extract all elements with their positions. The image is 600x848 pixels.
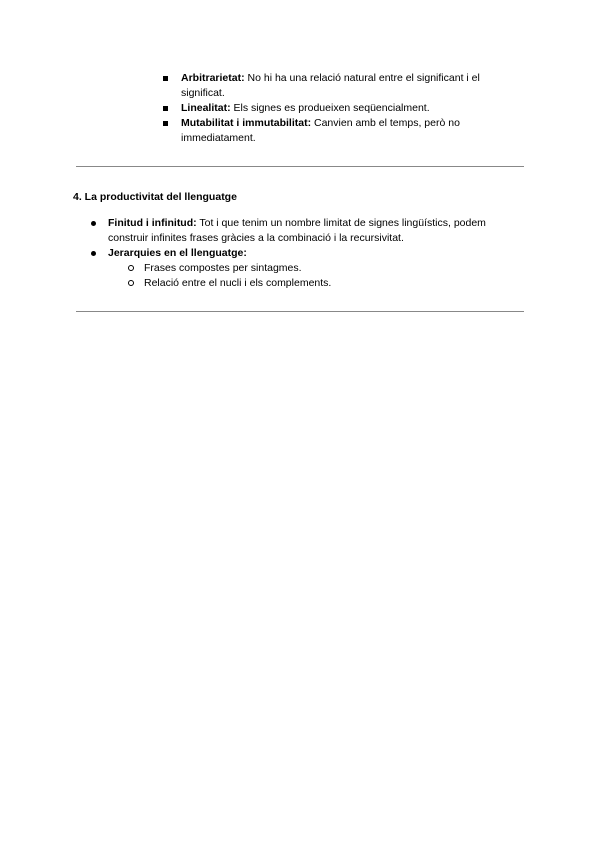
square-bullet-icon <box>163 106 168 111</box>
sub-item-text: Relació entre el nucli i els complements. <box>144 277 332 289</box>
circle-bullet-icon <box>128 280 134 286</box>
section4-list <box>90 216 523 291</box>
circle-bullet-icon <box>128 265 134 271</box>
item-text: Canvien amb el temps, però no immediatament. <box>181 117 460 144</box>
square-bullet-icon <box>163 76 168 81</box>
sub-item-text: Frases compostes per sintagmes. <box>144 262 302 274</box>
sub-list <box>128 261 523 291</box>
horizontal-divider <box>76 166 524 167</box>
disc-bullet-icon <box>91 251 96 256</box>
section-heading: 4. La productivitat del llenguatge <box>73 191 237 203</box>
item-text: Tot i que tenim un nombre limitat de signes lingüístics, podem construir infinites frases gràcies a la combinació i la recursivitat. <box>108 217 486 244</box>
list-item <box>163 116 523 146</box>
disc-bullet-icon <box>91 221 96 226</box>
item-text: No hi ha una relació natural entre el significant i el significat. <box>181 72 480 99</box>
item-term: Arbitrarietat: <box>181 72 245 84</box>
sub-list-item <box>128 276 523 291</box>
list-item <box>163 101 523 116</box>
square-bullet-icon <box>163 121 168 126</box>
properties-list <box>163 71 523 146</box>
sub-list-item <box>128 261 523 276</box>
horizontal-divider <box>76 311 524 312</box>
item-term: Jerarquies en el llenguatge: <box>108 247 247 259</box>
item-term: Linealitat: <box>181 102 231 114</box>
list-item <box>90 246 523 291</box>
list-item <box>163 71 523 101</box>
item-term: Finitud i infinitud: <box>108 217 197 229</box>
item-term: Mutabilitat i immutabilitat: <box>181 117 312 129</box>
item-text: Els signes es produeixen seqüencialment. <box>230 102 430 114</box>
list-item <box>90 216 523 246</box>
